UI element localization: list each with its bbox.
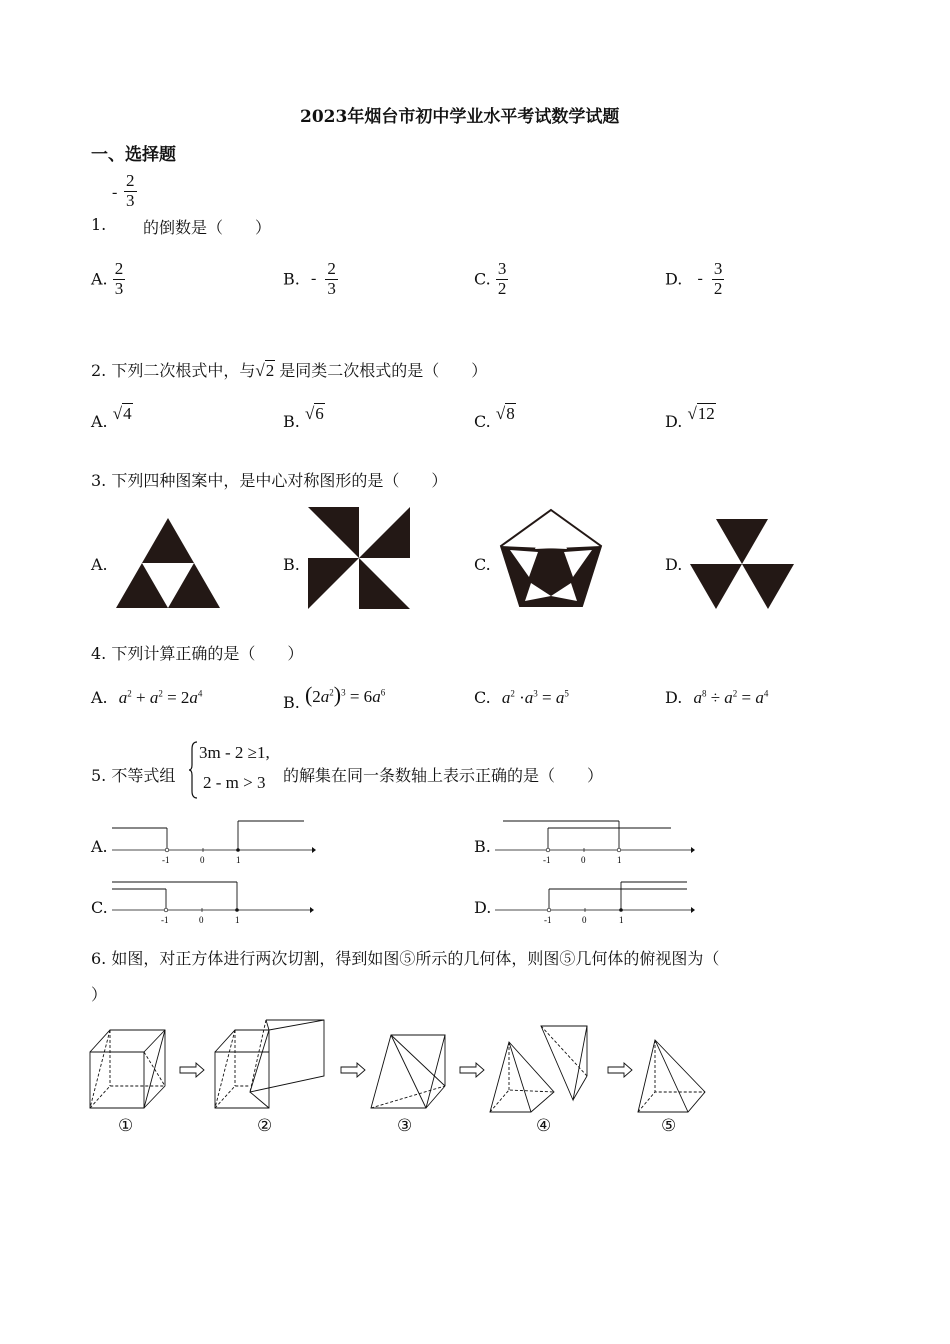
tick-label: 1 <box>619 915 624 925</box>
question-6-end: ） <box>91 985 108 1004</box>
radical: √4 <box>112 404 132 423</box>
tick-label: 1 <box>235 915 240 925</box>
q5-option-d-label[interactable]: D. <box>474 898 492 917</box>
tick-label: -1 <box>161 915 169 925</box>
option-label: D. <box>665 688 683 707</box>
radical: √8 <box>495 404 515 423</box>
tick-label: 0 <box>581 855 586 865</box>
radical: √2 <box>255 361 275 380</box>
sign: - <box>697 270 703 288</box>
tick-label: 1 <box>236 855 241 865</box>
figure-label-4: ④ <box>536 1116 552 1136</box>
question-text: 2. 下列二次根式中，与 <box>91 361 256 380</box>
expression: $(2a^2)^3 = 6a^6$ <box>304 682 386 707</box>
q1-option-b[interactable] <box>283 260 338 298</box>
radical: √6 <box>304 404 324 423</box>
q1-option-a[interactable] <box>91 260 125 298</box>
figure-label-2: ② <box>257 1116 273 1136</box>
fraction <box>124 172 137 210</box>
tick-label: 1 <box>617 855 622 865</box>
number-line-b <box>495 818 699 868</box>
question-4: 4. 下列计算正确的是（ ） <box>91 644 304 663</box>
question-3: 3. 下列四种图案中，是中心对称图形的是（ ） <box>91 471 448 490</box>
numerator: 2 <box>126 171 135 190</box>
three-triangles-figure <box>690 519 794 609</box>
q4-option-c[interactable] <box>474 688 569 708</box>
q4-option-b[interactable] <box>283 682 386 712</box>
option-label: D. <box>665 412 683 431</box>
option-label: C. <box>474 269 491 289</box>
option-label: A. <box>91 269 108 289</box>
triforce-figure <box>116 518 220 608</box>
fraction: $\frac{3}{2}$ <box>713 259 723 298</box>
q1-option-d[interactable] <box>665 260 724 298</box>
sign: - <box>310 270 317 288</box>
q3-option-c-label[interactable]: C. <box>474 555 491 574</box>
expression: $a^8 \div a^2 = a^4$ <box>693 688 769 707</box>
q1-option-c[interactable] <box>474 260 508 298</box>
q5-option-a-label[interactable]: A. <box>91 837 108 856</box>
system-brace <box>189 741 199 799</box>
question-number: 1. <box>91 215 107 234</box>
figure-label-3: ③ <box>397 1116 413 1136</box>
q2-option-a[interactable] <box>91 404 133 432</box>
q4-option-a[interactable] <box>91 688 202 708</box>
sign: - <box>112 184 118 201</box>
option-label: A. <box>91 412 108 431</box>
tick-label: -1 <box>544 915 552 925</box>
q3-option-b-label[interactable]: B. <box>283 555 300 574</box>
question-5-text-b: 的解集在同一条数轴上表示正确的是（ ） <box>283 766 604 785</box>
denominator: 3 <box>126 190 135 210</box>
tick-label: -1 <box>162 855 170 865</box>
question-6: 6. 如图，对正方体进行两次切割，得到如图⑤所示的几何体，则图⑤几何体的俯视图为（ <box>91 949 720 968</box>
number-line-d <box>495 878 699 928</box>
tick-label: 0 <box>200 855 205 865</box>
fraction: $\frac{2}{3}$ <box>114 259 124 298</box>
question-text: 是同类二次根式的是（ ） <box>279 361 488 380</box>
q2-option-d[interactable] <box>665 404 716 432</box>
pentagon-star-figure <box>498 508 604 610</box>
tick-label: 0 <box>582 915 587 925</box>
option-label: B. <box>283 693 300 712</box>
figure-label-5: ⑤ <box>661 1116 677 1136</box>
q3-option-a-label[interactable]: A. <box>91 555 108 574</box>
question-5-text-a: 5. 不等式组 <box>91 766 176 785</box>
option-label: A. <box>91 688 108 707</box>
question-text: 的倒数是（ ） <box>143 218 272 237</box>
inequality-line-2: 2 - m > 3 <box>203 773 266 792</box>
figure-label-1: ① <box>118 1116 134 1136</box>
q5-option-b-label[interactable]: B. <box>474 837 491 856</box>
number-line-a <box>112 818 316 868</box>
q5-option-c-label[interactable]: C. <box>91 898 108 917</box>
option-label: C. <box>474 412 491 431</box>
expression: $a^2 \cdot a^3 = a^5$ <box>501 688 569 707</box>
section-heading: 一、选择题 <box>91 145 176 165</box>
cube-cutting-figure <box>88 1018 714 1113</box>
question-2 <box>91 358 487 381</box>
q4-option-d[interactable] <box>665 688 768 708</box>
option-label: B. <box>283 269 300 289</box>
fraction: $\frac{2}{3}$ <box>327 259 336 298</box>
inequality-line-1: 3m - 2 ≥1, <box>199 743 270 762</box>
fraction: $\frac{3}{2}$ <box>497 259 507 298</box>
option-label: B. <box>283 412 300 431</box>
expression: $a^2 + a^2 = 2a^4$ <box>118 688 203 707</box>
page-title: 2023年烟台市初中学业水平考试数学试题 <box>300 107 620 127</box>
q2-option-c[interactable] <box>474 404 516 432</box>
number-line-c <box>112 878 316 928</box>
q2-option-b[interactable] <box>283 404 325 432</box>
q3-option-d-label[interactable]: D. <box>665 555 683 574</box>
radical: √12 <box>687 404 715 423</box>
pinwheel-figure <box>308 507 410 609</box>
option-label: D. <box>665 269 683 289</box>
tick-label: 0 <box>199 915 204 925</box>
tick-label: -1 <box>543 855 551 865</box>
option-label: C. <box>474 688 491 707</box>
